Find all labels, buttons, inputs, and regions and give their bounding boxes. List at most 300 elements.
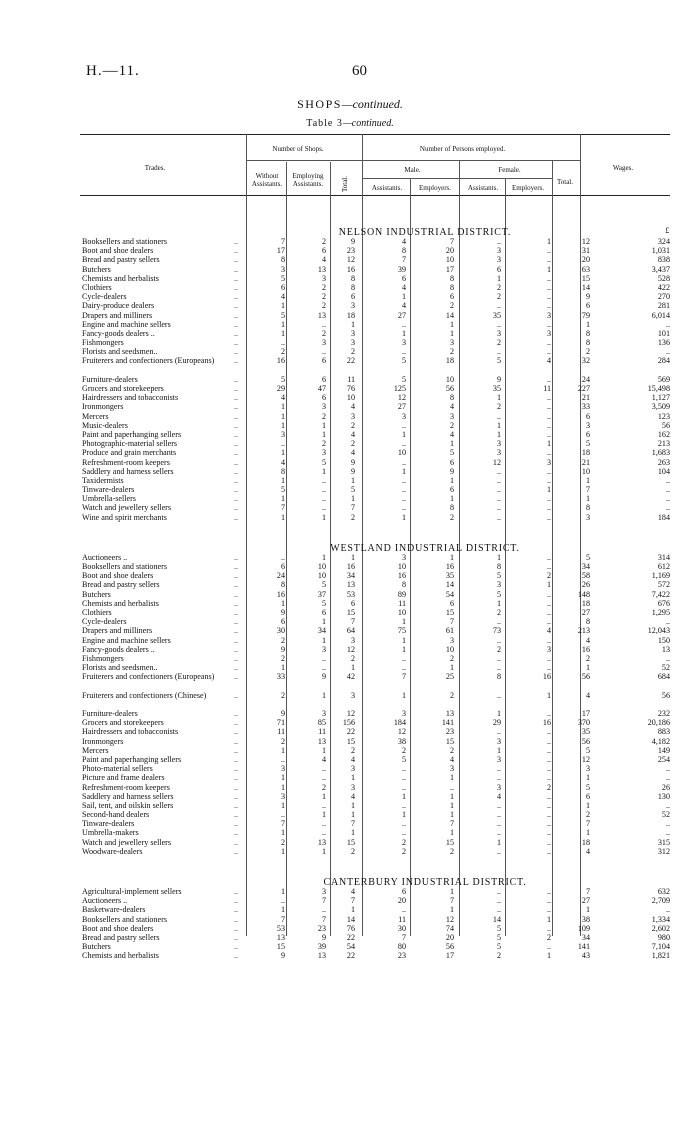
total-shops-cell: 3: [350, 411, 355, 421]
without-assistants-cell: 1: [280, 420, 285, 430]
male-employers-cell: 1: [449, 494, 454, 504]
total-shops-cell: 7: [350, 896, 355, 906]
without-assistants-cell: 1: [280, 301, 285, 311]
total-persons-cell: 43: [581, 951, 590, 961]
wages-cell: 26: [661, 782, 670, 792]
male-assistants-cell: 89: [397, 589, 406, 599]
total-persons-cell: 2: [585, 810, 590, 820]
female-employers-cell: 3: [546, 310, 551, 320]
employing-assistants-cell: ..: [321, 503, 326, 513]
female-employers-cell: ..: [546, 617, 551, 627]
without-assistants-cell: 7: [280, 914, 285, 924]
male-assistants-cell: 27: [397, 310, 406, 320]
female-employers-cell: ..: [546, 562, 551, 572]
table-row: [80, 887, 670, 896]
male-assistants-cell: 4: [401, 301, 406, 311]
wages-cell: 314: [657, 552, 670, 562]
trade-name: Booksellers and stationers: [82, 562, 167, 572]
wages-cell: 1,169: [651, 571, 670, 581]
male-employers-cell: 7: [449, 896, 454, 906]
total-persons-cell: 56: [581, 672, 590, 682]
trade-name: Florists and seedsmen..: [82, 663, 158, 673]
male-assistants-cell: ..: [401, 905, 406, 915]
total-shops-cell: 16: [346, 264, 355, 274]
without-assistants-cell: ..: [280, 896, 285, 906]
table-row: [80, 503, 670, 512]
table-row: [80, 764, 670, 773]
male-employers-cell: 13: [445, 709, 454, 719]
male-assistants-cell: ..: [401, 439, 406, 449]
male-assistants-cell: 4: [401, 282, 406, 292]
leader-dots: ..: [233, 736, 238, 746]
without-assistants-cell: 9: [280, 951, 285, 961]
without-assistants-cell: 53: [276, 923, 285, 933]
without-assistants-cell: 6: [280, 282, 285, 292]
wages-cell: 7,104: [651, 942, 670, 952]
employing-assistants-cell: 13: [317, 951, 326, 961]
employing-assistants-cell: 34: [317, 626, 326, 636]
total-persons-cell: 6: [585, 411, 590, 421]
male-employers-cell: 56: [445, 942, 454, 952]
table-row: [80, 513, 670, 522]
male-employers-cell: 14: [445, 310, 454, 320]
wages-cell: 315: [657, 837, 670, 847]
table-row: [80, 654, 670, 663]
male-assistants-cell: ..: [401, 819, 406, 829]
without-assistants-cell: ..: [280, 552, 285, 562]
employing-assistants-cell: ..: [321, 319, 326, 329]
employing-assistants-cell: 6: [321, 607, 326, 617]
without-assistants-cell: 6: [280, 617, 285, 627]
total-persons-cell: 20: [581, 255, 590, 265]
trade-name: Photographic-material sellers: [82, 439, 178, 449]
trade-name: Boot and shoe dealers: [82, 923, 154, 933]
table-row: [80, 246, 670, 255]
female-assistants-cell: ..: [496, 819, 501, 829]
male-employers-cell: 10: [445, 374, 454, 384]
table-row: [80, 393, 670, 402]
total-shops-cell: 7: [350, 503, 355, 513]
total-shops-cell: 9: [350, 466, 355, 476]
without-assistants-cell: 7: [280, 237, 285, 246]
female-assistants-cell: 1: [496, 273, 501, 283]
male-assistants-cell: 10: [397, 562, 406, 572]
trade-name: Fishmongers: [82, 338, 124, 348]
wages-cell: 130: [657, 791, 670, 801]
male-employers-cell: 3: [449, 764, 454, 774]
wages-cell: 4,182: [651, 736, 670, 746]
employing-assistants-cell: 2: [321, 782, 326, 792]
female-assistants-cell: ..: [496, 347, 501, 357]
male-assistants-cell: 38: [397, 736, 406, 746]
trade-name: Fishmongers: [82, 653, 124, 663]
female-employers-cell: ..: [546, 552, 551, 562]
male-employers-cell: 2: [449, 301, 454, 311]
male-employers-cell: 2: [449, 846, 454, 856]
subtitle-main: Table 3: [306, 118, 343, 129]
female-employers-cell: ..: [546, 273, 551, 283]
trade-name: Wine and spirit merchants: [82, 512, 167, 522]
male-employers-cell: 1: [449, 905, 454, 915]
total-persons-cell: 3: [585, 512, 590, 522]
total-persons-cell: 10: [581, 466, 590, 476]
female-assistants-cell: 35: [492, 310, 501, 320]
wages-cell: 232: [657, 709, 670, 719]
female-assistants-cell: ..: [496, 773, 501, 783]
female-employers-cell: 4: [546, 356, 551, 366]
male-employers-cell: 4: [449, 754, 454, 764]
total-shops-cell: 1: [350, 494, 355, 504]
male-assistants-cell: ..: [401, 319, 406, 329]
leader-dots: ..: [233, 319, 238, 329]
male-assistants-cell: 80: [397, 942, 406, 952]
employing-assistants-cell: ..: [321, 764, 326, 774]
employing-assistants-cell: 2: [321, 411, 326, 421]
trade-name: Butchers: [82, 942, 111, 952]
table-row: [80, 951, 670, 960]
table-row: [80, 338, 670, 347]
female-employers-cell: ..: [546, 347, 551, 357]
female-assistants-cell: 6: [496, 264, 501, 274]
female-assistants-cell: 1: [496, 745, 501, 755]
total-shops-cell: 5: [350, 485, 355, 495]
employing-assistants-cell: 1: [321, 791, 326, 801]
trade-name: Fancy-goods dealers ..: [82, 328, 155, 338]
female-assistants-cell: 3: [496, 580, 501, 590]
section-gap: [80, 856, 670, 874]
male-employers-cell: 6: [449, 485, 454, 495]
without-assistants-cell: 2: [280, 690, 285, 700]
total-persons-cell: 8: [585, 338, 590, 348]
leader-dots: ..: [233, 626, 238, 636]
total-persons-cell: 79: [581, 310, 590, 320]
female-assistants-cell: 4: [496, 791, 501, 801]
employing-assistants-cell: 85: [317, 718, 326, 728]
female-employers-cell: ..: [546, 282, 551, 292]
table-subtitle: [0, 118, 700, 129]
without-assistants-cell: 9: [280, 644, 285, 654]
leader-dots: ..: [233, 475, 238, 485]
employing-assistants-cell: 3: [321, 402, 326, 412]
wages-cell: 136: [657, 338, 670, 348]
female-assistants-cell: ..: [496, 411, 501, 421]
employing-assistants-cell: ..: [321, 347, 326, 357]
female-assistants-cell: ..: [496, 485, 501, 495]
male-assistants-cell: 6: [401, 887, 406, 897]
male-assistants-cell: ..: [401, 420, 406, 430]
section-gap: [80, 522, 670, 540]
leader-dots: ..: [233, 420, 238, 430]
total-persons-cell: 6: [585, 791, 590, 801]
total-persons-cell: 9: [585, 292, 590, 302]
leader-dots: ..: [233, 846, 238, 856]
male-assistants-cell: 1: [401, 512, 406, 522]
total-persons-cell: 6: [585, 429, 590, 439]
leader-dots: ..: [233, 782, 238, 792]
female-employers-cell: 1: [546, 580, 551, 590]
male-assistants-cell: 1: [401, 466, 406, 476]
male-assistants-cell: 23: [397, 951, 406, 961]
col-male-employers: Employers.: [418, 184, 452, 192]
table-row: [80, 571, 670, 580]
table-row: [80, 448, 670, 457]
employing-assistants-cell: 1: [321, 810, 326, 820]
wages-cell: 149: [657, 745, 670, 755]
trade-name: Chemists and herbalists: [82, 951, 159, 961]
male-employers-cell: 8: [449, 393, 454, 403]
without-assistants-cell: 6: [280, 562, 285, 572]
male-employers-cell: 2: [449, 347, 454, 357]
male-employers-cell: 25: [445, 672, 454, 682]
without-assistants-cell: 9: [280, 709, 285, 719]
leader-dots: ..: [233, 644, 238, 654]
female-employers-cell: ..: [546, 319, 551, 329]
leader-dots: ..: [233, 887, 238, 897]
without-assistants-cell: 1: [280, 402, 285, 412]
female-assistants-cell: 5: [496, 942, 501, 952]
wages-cell: 528: [657, 273, 670, 283]
female-employers-cell: ..: [546, 727, 551, 737]
wages-cell: 270: [657, 292, 670, 302]
table-row: [80, 746, 670, 755]
female-employers-cell: ..: [546, 837, 551, 847]
total-persons-cell: 24: [581, 374, 590, 384]
female-assistants-cell: ..: [496, 512, 501, 522]
male-assistants-cell: 1: [401, 292, 406, 302]
female-employers-cell: ..: [546, 653, 551, 663]
leader-dots: ..: [233, 598, 238, 608]
total-shops-cell: 16: [346, 562, 355, 572]
total-shops-cell: 3: [350, 301, 355, 311]
wages-cell: 52: [661, 663, 670, 673]
male-employers-cell: 74: [445, 923, 454, 933]
female-assistants-cell: ..: [496, 896, 501, 906]
female-assistants-cell: 3: [496, 448, 501, 458]
table-row: [80, 942, 670, 951]
wages-cell: ..: [665, 653, 670, 663]
employing-assistants-cell: 3: [321, 338, 326, 348]
female-employers-cell: 2: [546, 782, 551, 792]
male-employers-cell: 15: [445, 837, 454, 847]
female-employers-cell: 1: [546, 237, 551, 246]
employing-assistants-cell: 1: [321, 617, 326, 627]
female-assistants-cell: 2: [496, 607, 501, 617]
total-persons-cell: 8: [585, 328, 590, 338]
trade-name: Engine and machine sellers: [82, 635, 171, 645]
male-employers-cell: 1: [449, 319, 454, 329]
male-employers-cell: 4: [449, 402, 454, 412]
trade-name: Music-dealers: [82, 420, 128, 430]
employing-assistants-cell: 1: [321, 745, 326, 755]
male-employers-cell: 1: [449, 800, 454, 810]
wages-cell: 2,602: [651, 923, 670, 933]
male-employers-cell: 8: [449, 282, 454, 292]
total-persons-cell: 32: [581, 356, 590, 366]
female-employers-cell: ..: [546, 942, 551, 952]
leader-dots: ..: [233, 292, 238, 302]
total-shops-cell: 42: [346, 672, 355, 682]
male-employers-cell: 10: [445, 255, 454, 265]
without-assistants-cell: 5: [280, 374, 285, 384]
employing-assistants-cell: 5: [321, 580, 326, 590]
total-shops-cell: 4: [350, 791, 355, 801]
total-persons-cell: 27: [581, 607, 590, 617]
male-assistants-cell: 2: [401, 837, 406, 847]
trade-name: Tinware-dealers: [82, 485, 135, 495]
leader-dots: ..: [233, 773, 238, 783]
title-main: SHOPS: [297, 97, 342, 111]
wages-cell: 312: [657, 846, 670, 856]
female-employers-cell: ..: [546, 773, 551, 783]
male-employers-cell: 8: [449, 273, 454, 283]
table-row: [80, 718, 670, 727]
col-trades: Trades.: [144, 164, 166, 172]
wages-cell: 2,709: [651, 896, 670, 906]
table-row: [80, 412, 670, 421]
wages-cell: 632: [657, 887, 670, 897]
total-persons-cell: 1: [585, 800, 590, 810]
female-assistants-cell: 3: [496, 255, 501, 265]
trade-name: Bread and pastry sellers: [82, 932, 160, 942]
employing-assistants-cell: 3: [321, 448, 326, 458]
employing-assistants-cell: 37: [317, 589, 326, 599]
table-row: [80, 375, 670, 384]
total-persons-cell: 14: [581, 282, 590, 292]
male-employers-cell: 2: [449, 653, 454, 663]
total-shops-cell: 15: [346, 607, 355, 617]
trade-name: Saddlery and harness sellers: [82, 791, 174, 801]
employing-assistants-cell: 9: [321, 672, 326, 682]
male-assistants-cell: ..: [401, 773, 406, 783]
leader-dots: ..: [233, 448, 238, 458]
female-employers-cell: ..: [546, 374, 551, 384]
without-assistants-cell: 1: [280, 663, 285, 673]
total-persons-cell: 15: [581, 273, 590, 283]
table-row: [80, 580, 670, 589]
leader-dots: ..: [233, 393, 238, 403]
wages-cell: ..: [665, 773, 670, 783]
male-employers-cell: 14: [445, 580, 454, 590]
without-assistants-cell: 5: [280, 310, 285, 320]
male-assistants-cell: 7: [401, 672, 406, 682]
wages-cell: ..: [665, 319, 670, 329]
employing-assistants-cell: ..: [321, 494, 326, 504]
male-assistants-cell: ..: [401, 653, 406, 663]
wages-cell: 15,498: [647, 384, 670, 394]
female-assistants-cell: 5: [496, 923, 501, 933]
employing-assistants-cell: 11: [318, 727, 326, 737]
total-shops-cell: 64: [346, 626, 355, 636]
female-assistants-cell: ..: [496, 846, 501, 856]
male-assistants-cell: 4: [401, 237, 406, 246]
wages-cell: 56: [661, 690, 670, 700]
table-row: [80, 402, 670, 411]
without-assistants-cell: 2: [280, 635, 285, 645]
total-shops-cell: 12: [346, 644, 355, 654]
employing-assistants-cell: 3: [321, 273, 326, 283]
table-row: [80, 838, 670, 847]
table-row: [80, 905, 670, 914]
total-shops-cell: 8: [350, 273, 355, 283]
total-persons-cell: 34: [581, 562, 590, 572]
table-row: [80, 467, 670, 476]
table-row: [80, 626, 670, 635]
total-shops-cell: 4: [350, 887, 355, 897]
total-shops-cell: 34: [346, 571, 355, 581]
without-assistants-cell: 8: [280, 466, 285, 476]
section-heading-text: NELSON INDUSTRIAL DISTRICT.: [338, 227, 512, 238]
female-employers-cell: ..: [546, 402, 551, 412]
wages-cell: 6,014: [651, 310, 670, 320]
total-persons-cell: 370: [577, 718, 590, 728]
total-shops-cell: 3: [350, 328, 355, 338]
without-assistants-cell: 2: [280, 736, 285, 746]
female-assistants-cell: 2: [496, 951, 501, 961]
wages-cell: 1,127: [651, 393, 670, 403]
male-employers-cell: 1: [449, 439, 454, 449]
employing-assistants-cell: 1: [321, 420, 326, 430]
without-assistants-cell: 2: [280, 653, 285, 663]
wages-cell: 13: [661, 644, 670, 654]
female-assistants-cell: 2: [496, 644, 501, 654]
shops-table: [80, 224, 670, 961]
total-persons-cell: 141: [577, 942, 590, 952]
female-assistants-cell: 5: [496, 932, 501, 942]
trade-name: Engine and machine sellers: [82, 319, 171, 329]
male-employers-cell: 1: [449, 552, 454, 562]
employing-assistants-cell: 3: [321, 887, 326, 897]
female-assistants-cell: 3: [496, 246, 501, 256]
male-employers-cell: 6: [449, 457, 454, 467]
leader-dots: ..: [233, 512, 238, 522]
table-row: [80, 773, 670, 782]
leader-dots: ..: [233, 718, 238, 728]
total-shops-cell: 22: [346, 951, 355, 961]
female-assistants-cell: 3: [496, 439, 501, 449]
header-left: H.—11.: [86, 63, 140, 79]
female-assistants-cell: ..: [496, 237, 501, 246]
table-row: [80, 494, 670, 503]
leader-dots: ..: [233, 246, 238, 256]
employing-assistants-cell: 2: [321, 237, 326, 246]
header-mid-rule: [362, 178, 552, 179]
total-shops-cell: 9: [350, 457, 355, 467]
total-persons-cell: 1: [585, 663, 590, 673]
without-assistants-cell: 29: [276, 384, 285, 394]
total-persons-cell: 5: [585, 552, 590, 562]
male-assistants-cell: 1: [401, 635, 406, 645]
table-row: [80, 792, 670, 801]
female-assistants-cell: ..: [496, 828, 501, 838]
table-row: [80, 562, 670, 571]
female-employers-cell: ..: [546, 292, 551, 302]
female-assistants-cell: 5: [496, 356, 501, 366]
male-assistants-cell: 27: [397, 402, 406, 412]
leader-dots: ..: [233, 932, 238, 942]
total-persons-cell: 12: [581, 754, 590, 764]
male-employers-cell: 56: [445, 384, 454, 394]
total-persons-cell: 17: [581, 709, 590, 719]
female-assistants-cell: ..: [496, 905, 501, 915]
trade-name: Umbrella-makers: [82, 828, 139, 838]
male-employers-cell: 9: [449, 466, 454, 476]
table-row: [80, 755, 670, 764]
female-assistants-cell: ..: [496, 764, 501, 774]
trade-name: Chemists and herbalists: [82, 598, 159, 608]
leader-dots: ..: [233, 837, 238, 847]
col-wages: Wages.: [612, 164, 634, 172]
employing-assistants-cell: 1: [321, 690, 326, 700]
